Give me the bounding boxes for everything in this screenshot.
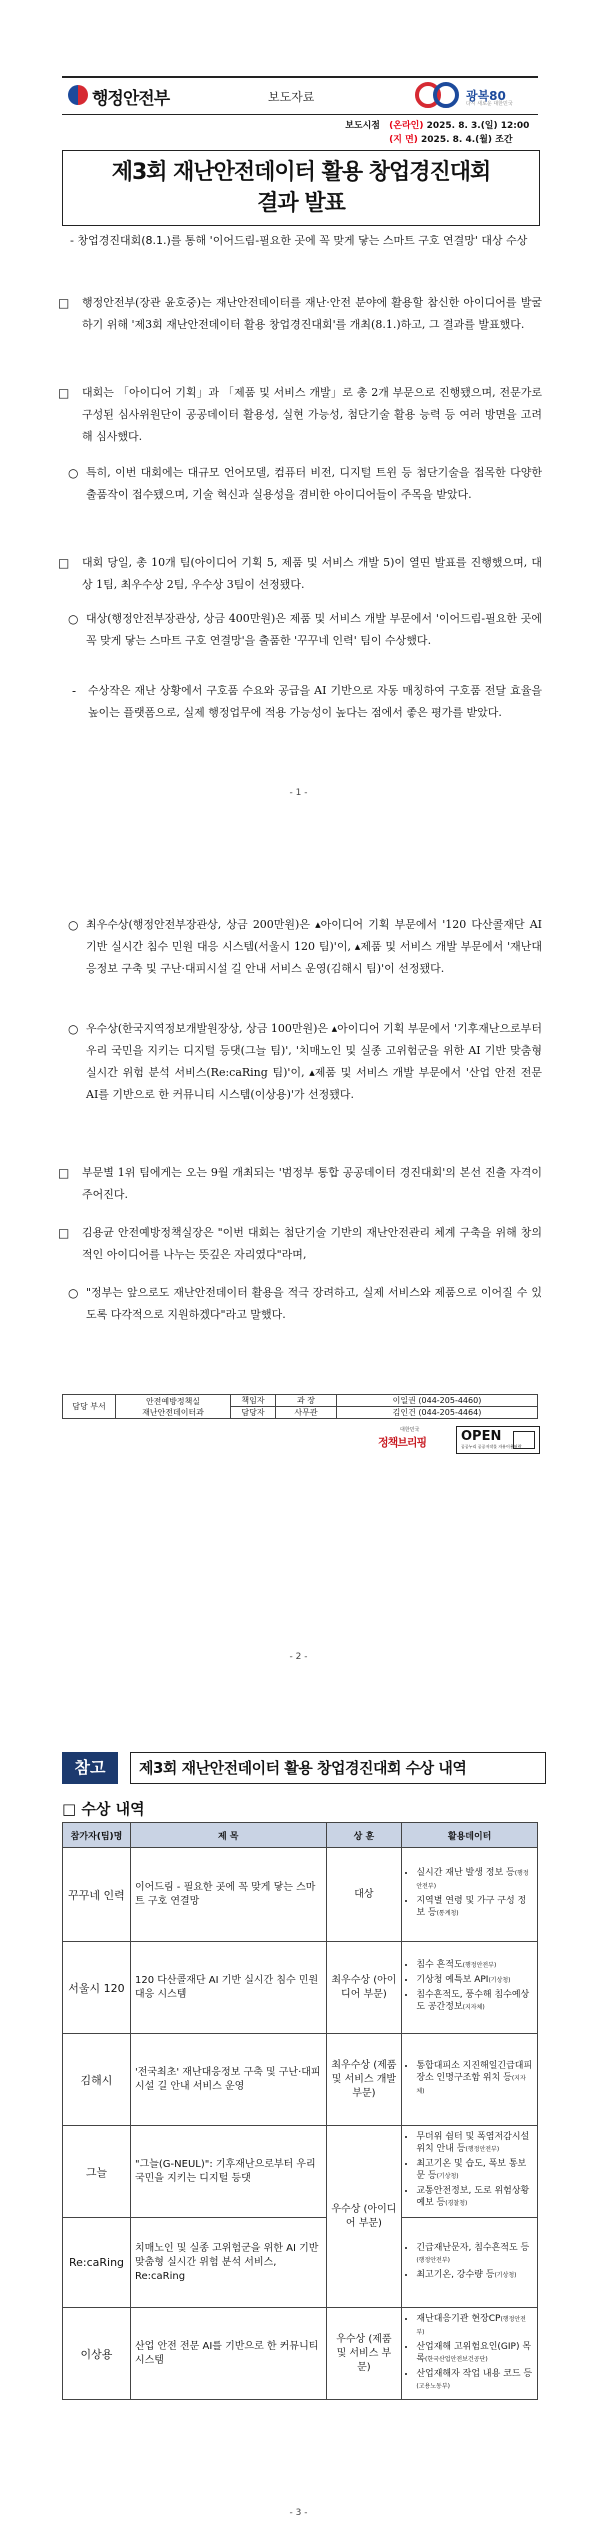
section-heading: □ 수상 내역 <box>62 1800 145 1818</box>
table-row: Re:caRing 치매노인 및 실종 고위험군을 위한 AI 기반 맞춤형 실시간 위험 분석 서비스, Re:caRing • 긴급재난문자, 침수흔적도 등(행정안전부) • 최고기온, 강수량 등(기상청) <box>63 2218 538 2308</box>
data-item: • 지역별 연령 및 가구 구성 정보 등(통계청) <box>416 1895 533 1920</box>
data-item: • 침수 흔적도(행정안전부) <box>416 1959 533 1972</box>
responsible-title: 과 장 <box>276 1395 337 1407</box>
page-number-3: - 3 - <box>289 2508 308 2518</box>
policy-briefing-logo: 대한민국 정책브리핑 <box>378 1427 427 1449</box>
contact-table <box>62 1394 538 1419</box>
circle-bullet: ○ <box>68 612 79 626</box>
square-bullet: □ <box>58 296 70 310</box>
awards-table <box>62 1822 538 2400</box>
paper-time: 2025. 8. 4.(월) 조간 <box>421 135 513 145</box>
circle-bullet: ○ <box>68 1022 79 1036</box>
paragraph-6: - 수상작은 재난 상황에서 구호품 수요와 공급을 AI 기반으로 자동 매칭하여 구호품 전달 효율을 높이는 플랫폼으로, 실제 행정업무에 적용 가능성이 높다는 점에서 좋은 평가를 받았다. <box>72 680 542 724</box>
square-bullet: □ <box>58 1226 70 1240</box>
release-label: 보도시점 <box>345 121 380 131</box>
data-item: • 최고기온, 강수량 등(기상청) <box>416 2269 533 2282</box>
square-bullet: □ <box>58 1166 70 1180</box>
staff-name: 김인건 (044-205-4464) <box>337 1407 538 1419</box>
ministry-logo-icon <box>68 85 88 105</box>
page-title: 제3회 재난안전데이터 활용 창업경진대회 <box>111 160 491 185</box>
square-bullet: □ <box>58 556 70 570</box>
paragraph-8: ○ 우수상(한국지역정보개발원장상, 상금 100만원)은 ▴아이디어 기획 부문에서 '기후재난으로부터 우리 국민을 지키는 디지털 등댓(그늘 팀)', '치매노인 및 실종 고위험군을 위한 AI 기반 맞춤형 실시간 위험 분석 서비스(Re:caRing 팀)'이, ▴제품 및 서비스 개발 부문에서 '산업 안전 전문 AI를 기반으로 한 커뮤니티 시스템(이상용)'가 선정됐다. <box>68 1018 542 1106</box>
paragraph-10: □ 김용균 안전예방정책실장은 "이번 대회는 첨단기술 기반의 재난안전관리 체계 구축을 위해 창의적인 아이디어를 나누는 뜻깊은 자리였다"라며, <box>58 1222 542 1266</box>
reference-tag: 참고 <box>62 1752 118 1784</box>
data-item: • 기상청 예특보 API(기상청) <box>416 1974 533 1987</box>
paragraph-1: □ 행정안전부(장관 윤호중)는 재난안전데이터를 재난·안전 분야에 활용할 참신한 아이디어를 발굴하기 위해 '제3회 재난안전데이터 활용 창업경진대회'를 개최(8.1.)하고, 그 결과를 발표했다. <box>58 292 542 336</box>
online-tag: (온라인) <box>389 121 424 131</box>
data-item: • 무더위 쉼터 및 폭염저감시설 위치 안내 등(행정안전부) <box>416 2131 533 2156</box>
release-paper <box>336 132 513 145</box>
emblem-subtext: 다시 새로운 대한민국 <box>466 101 513 107</box>
data-item: • 통합대피소 지진해일긴급대피장소 인명구조함 위치 등(지자체) <box>416 2060 533 2098</box>
circle-bullet: ○ <box>68 918 79 932</box>
ministry-name: 행정안전부 <box>92 89 170 109</box>
data-item: • 긴급재난문자, 침수흔적도 등(행정안전부) <box>416 2242 533 2267</box>
circle-bullet: ○ <box>68 466 79 480</box>
table-row: 김해시 '전국최초' 재난대응정보 구축 및 구난·대피시설 길 안내 서비스 운영 최우수상 (제품 및 서비스 개발 부문) • 통합대피소 지진해일긴급대피장소 인명구조함 위치 등(지자체) <box>63 2034 538 2126</box>
page-title-2: 결과 발표 <box>257 191 345 216</box>
data-item: • 실시간 재난 발생 정보 등(행정안전부) <box>416 1867 533 1893</box>
data-item: • 교통안전정보, 도로 위험상황 예보 등(경찰청) <box>416 2185 533 2210</box>
reference-title: 제3회 재난안전데이터 활용 창업경진대회 수상 내역 <box>130 1752 546 1784</box>
contact-dept: 안전예방정책실 재난안전데이터과 <box>116 1395 231 1419</box>
paragraph-5: ○ 대상(행정안전부장관상, 상금 400만원)은 제품 및 서비스 개발 부문에서 '이어드림-필요한 곳에 꼭 맞게 닿는 스마트 구호 연결망'을 출품한 '꾸꾸네 인력' 팀이 수상했다. <box>68 608 542 652</box>
data-item: • 재난대응기관 현장CP(행정안전부) <box>416 2313 533 2339</box>
subtitle: - 창업경진대회(8.1.)를 통해 '이어드림-필요한 곳에 꼭 맞게 닿는 스마트 구호 연결망' 대상 수상 <box>70 234 528 247</box>
column-header: 활용데이터 <box>402 1823 538 1848</box>
doc-type: 보도자료 <box>268 90 315 104</box>
dash-bullet: - <box>72 684 77 698</box>
square-bullet: □ <box>58 386 70 400</box>
page-number-1: - 1 - <box>289 788 308 798</box>
responsible-name: 이일권 (044-205-4460) <box>337 1395 538 1407</box>
table-row: 꾸꾸네 인력 이어드림 - 필요한 곳에 꼭 맞게 닿는 스마트 구호 연결망 대상 • 실시간 재난 발생 정보 등(행정안전부) • 지역별 연령 및 가구 구성 정보 등(통계청) <box>63 1848 538 1942</box>
column-header: 참가자(팀)명 <box>63 1823 131 1848</box>
staff-title: 사무관 <box>276 1407 337 1419</box>
open-license-logo: OPEN 공공누리 공공저작물 자유이용허락 <box>456 1426 540 1454</box>
paper-tag: (지 면) <box>389 135 418 145</box>
circle-bullet: ○ <box>68 1286 79 1300</box>
data-item: • 산업재해자 작업 내용 코드 등(고용노동부) <box>416 2368 533 2393</box>
release-online <box>336 118 529 131</box>
column-header: 상 훈 <box>326 1823 402 1848</box>
data-item: • 최고기온 및 습도, 폭보 통보문 등(기상청) <box>416 2158 533 2183</box>
paragraph-4: □ 대회 당일, 총 10개 팀(아이디어 기획 5, 제품 및 서비스 개발 5)이 열띤 발표를 진행했으며, 대상 1팀, 최우수상 2팀, 우수상 3팀이 선정됐다. <box>58 552 542 596</box>
title-box <box>62 150 540 226</box>
emblem-text: 광복80 <box>466 89 506 103</box>
contact-label: 담당 부서 <box>63 1395 116 1419</box>
paragraph-7: ○ 최우수상(행정안전부장관상, 상금 200만원)은 ▴아이디어 기획 부문에서 '120 다산콜재단 AI 기반 실시간 침수 민원 대응 시스템(서울시 120 팀)'이, ▴제품 및 서비스 개발 부문에서 '재난대응정보 구축 및 구난·대피시설 길 안내 서비스 운영(김해시 팀)'이 선정됐다. <box>68 914 542 980</box>
license-badge-icon <box>513 1431 535 1449</box>
responsible-label: 책임자 <box>231 1395 276 1407</box>
page-number-2: - 2 - <box>289 1652 308 1662</box>
online-time: 2025. 8. 3.(일) 12:00 <box>426 121 530 131</box>
table-row: 이상용 산업 안전 전문 AI를 기반으로 한 커뮤니티 시스템 우수상 (제품 및 서비스 부문) • 재난대응기관 현장CP(행정안전부) • 산업재해 고위험요인(GIP) 목록(한국산업안전보건공단) • 산업재해자 작업 내용 코드 등(고용노동부) <box>63 2308 538 2400</box>
data-item: • 산업재해 고위험요인(GIP) 목록(한국산업안전보건공단) <box>416 2341 533 2366</box>
column-header: 제 목 <box>130 1823 326 1848</box>
data-item: • 침수흔적도, 풍수해 침수예상도 공간정보(지자체) <box>416 1989 533 2014</box>
press-header <box>62 76 538 115</box>
staff-label: 담당자 <box>231 1407 276 1419</box>
table-row: 그늘 "그늘(G-NEUL)": 기후재난으로부터 우리 국민을 지키는 디지털 등댓 우수상 (아이디어 부문) • 무더위 쉼터 및 폭염저감시설 위치 안내 등(행정안전부) • 최고기온 및 습도, 폭보 통보문 등(기상청) • 교통안전정보, 도로 위험상황 예보 등(경찰청) <box>63 2126 538 2218</box>
table-row: 서울시 120 120 다산콜재단 AI 기반 실시간 침수 민원 대응 시스템 최우수상 (아이디어 부문) • 침수 흔적도(행정안전부) • 기상청 예특보 API(기상청) • 침수흔적도, 풍수해 침수예상도 공간정보(지자체) <box>63 1942 538 2034</box>
paragraph-2: □ 대회는 「아이디어 기획」과 「제품 및 서비스 개발」로 총 2개 부문으로 진행됐으며, 전문가로 구성된 심사위원단이 공공데이터 활용성, 실현 가능성, 첨단기술 활용 능력 등 여러 방면을 고려해 심사했다. <box>58 382 542 448</box>
liberation-80-emblem-icon <box>414 79 462 111</box>
paragraph-3: ○ 특히, 이번 대회에는 대규모 언어모델, 컴퓨터 비전, 디지털 트윈 등 첨단기술을 접목한 다양한 출품작이 접수됐으며, 기술 혁신과 실용성을 겸비한 아이디어들이 주목을 받았다. <box>68 462 542 506</box>
paragraph-9: □ 부문별 1위 팀에게는 오는 9월 개최되는 '범정부 통합 공공데이터 경진대회'의 본선 진출 자격이 주어진다. <box>58 1162 542 1206</box>
paragraph-11: ○ "정부는 앞으로도 재난안전데이터 활용을 적극 장려하고, 실제 서비스와 제품으로 이어질 수 있도록 다각적으로 지원하겠다"라고 말했다. <box>68 1282 542 1326</box>
